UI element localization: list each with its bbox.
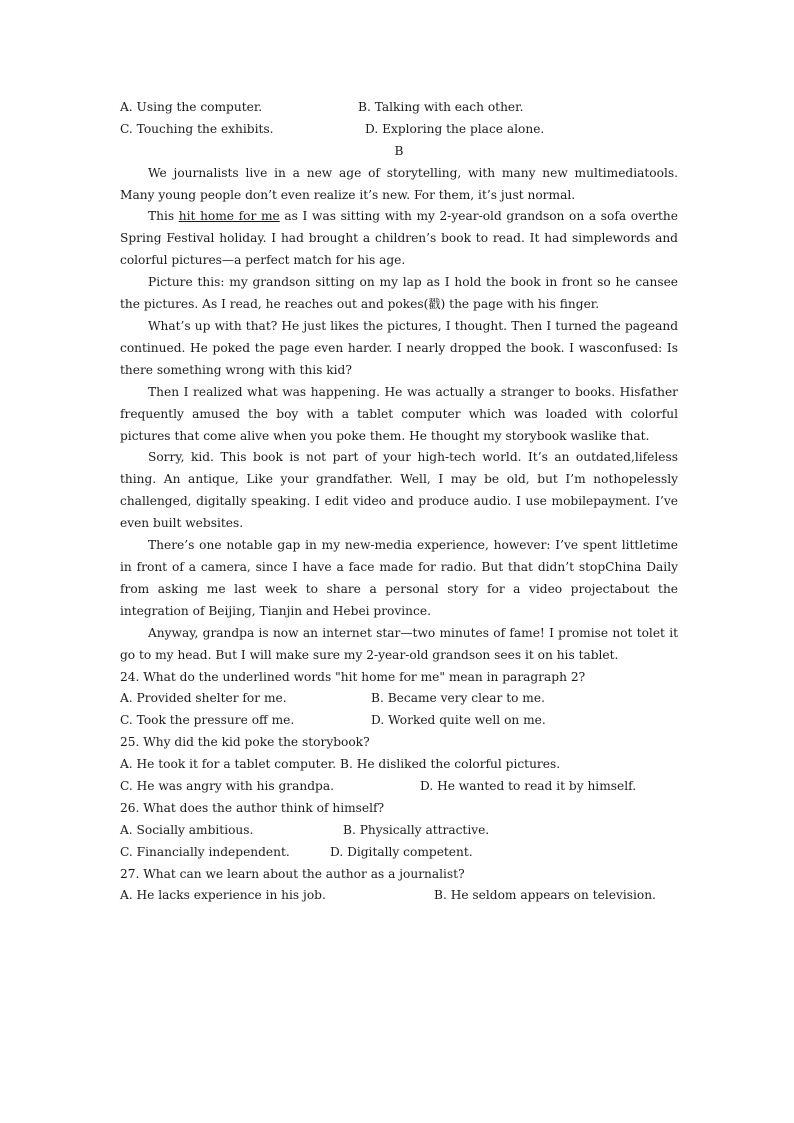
question-27 — [120, 864, 678, 908]
q25-option-c: C. He was angry with his grandpa. — [120, 778, 334, 793]
underlined-phrase: hit home for me — [178, 209, 280, 224]
q24-option-c: C. Took the pressure off me. — [120, 713, 295, 728]
paragraph-2 — [120, 206, 678, 272]
q25-option-d: D. He wanted to read it by himself. — [420, 778, 637, 793]
q26-option-a: A. Socially ambitious. — [120, 822, 254, 837]
question-27-stem: 27. What can we learn about the author as a journalist? — [120, 866, 465, 881]
question-24 — [120, 667, 678, 733]
prev-options-row-2 — [120, 119, 678, 141]
question-26-options-row-1 — [120, 820, 678, 842]
q24-option-a: A. Provided shelter for me. — [120, 691, 287, 706]
question-26-options-row-2 — [120, 842, 678, 864]
paragraph-2-start: This — [148, 209, 179, 224]
q26-option-c: C. Financially independent. — [120, 844, 290, 859]
paragraph-7: There’s one notable gap in my new-media experience, however: I’ve spent littletime in front of a camera, since I have a face made for radio. But that didn’t stopChina Daily from asking me last week to share a personal story for a video projectabout the integration of Beijing, Tianjin and Hebei province. — [120, 538, 678, 618]
question-26-stem: 26. What does the author think of himself? — [120, 800, 385, 815]
paragraph-8: Anyway, grandpa is now an internet star—two minutes of fame! I promise not tolet it go to my head. But I will make sure my 2-year-old grandson sees it on his tablet. — [120, 625, 678, 662]
q26-option-b: B. Physically attractive. — [343, 822, 490, 837]
q26-option-d: D. Digitally competent. — [330, 844, 473, 859]
question-25-options-row-2 — [120, 776, 678, 798]
question-24-options-row-2 — [120, 710, 678, 732]
exam-page — [120, 97, 678, 907]
question-24-stem: 24. What do the underlined words "hit home for me" mean in paragraph 2? — [120, 669, 586, 684]
section-label: B — [394, 143, 404, 158]
paragraph-1: We journalists live in a new age of storytelling, with many new multimediatools. Many young people don’t even realize it’s new. For them, it’s just normal. — [120, 165, 678, 202]
passage — [120, 163, 678, 667]
prev-options-row-1 — [120, 97, 678, 119]
paragraph-3: Picture this: my grandson sitting on my lap as I hold the book in front so he cansee the pictures. As I read, he reaches out and pokes(戳) the page with his finger. — [120, 275, 678, 312]
question-25-stem: 25. Why did the kid poke the storybook? — [120, 735, 370, 750]
question-27-options-row-1 — [120, 885, 678, 907]
paragraph-2-rest: as I was sitting with my 2-year-old grandson on a sofa overthe Spring Festival holiday. I had brought a children’s book to read. It had simplewords and colorful pictures—a perfect match for his age. — [120, 209, 678, 268]
paragraph-5: Then I realized what was happening. He was actually a stranger to books. Hisfather frequently amused the boy with a tablet computer which was loaded with colorful pictures that come alive when you poke them. He thought my storybook waslike that. — [120, 384, 678, 443]
q25-options-ab: A. He took it for a tablet computer. B. He disliked the colorful pictures. — [120, 757, 561, 772]
q27-option-b: B. He seldom appears on television. — [434, 888, 656, 903]
option-a: A. Using the computer. — [120, 100, 263, 114]
q24-option-b: B. Became very clear to me. — [371, 691, 545, 706]
option-c: C. Touching the exhibits. — [120, 121, 274, 136]
option-b: B. Talking with each other. — [358, 100, 524, 114]
q27-option-a: A. He lacks experience in his job. — [120, 888, 326, 903]
question-26 — [120, 798, 678, 864]
question-24-options-row-1 — [120, 688, 678, 710]
paragraph-6: Sorry, kid. This book is not part of your high-tech world. It’s an outdated,lifeless thing. An antique, Like your grandfather. Well, I may be old, but I’m nothopelessly challenged, digitally speaking. I edit video and produce audio. I use mobilepayment. I’ve even built websites. — [120, 450, 678, 531]
paragraph-4: What’s up with that? He just likes the pictures, I thought. Then I turned the pageand continued. He poked the page even harder. I nearly dropped the book. I wasconfused: Is there something wrong with this kid? — [120, 319, 678, 377]
q24-option-d: D. Worked quite well on me. — [371, 713, 546, 728]
question-25 — [120, 732, 678, 798]
option-d: D. Exploring the place alone. — [365, 121, 545, 136]
